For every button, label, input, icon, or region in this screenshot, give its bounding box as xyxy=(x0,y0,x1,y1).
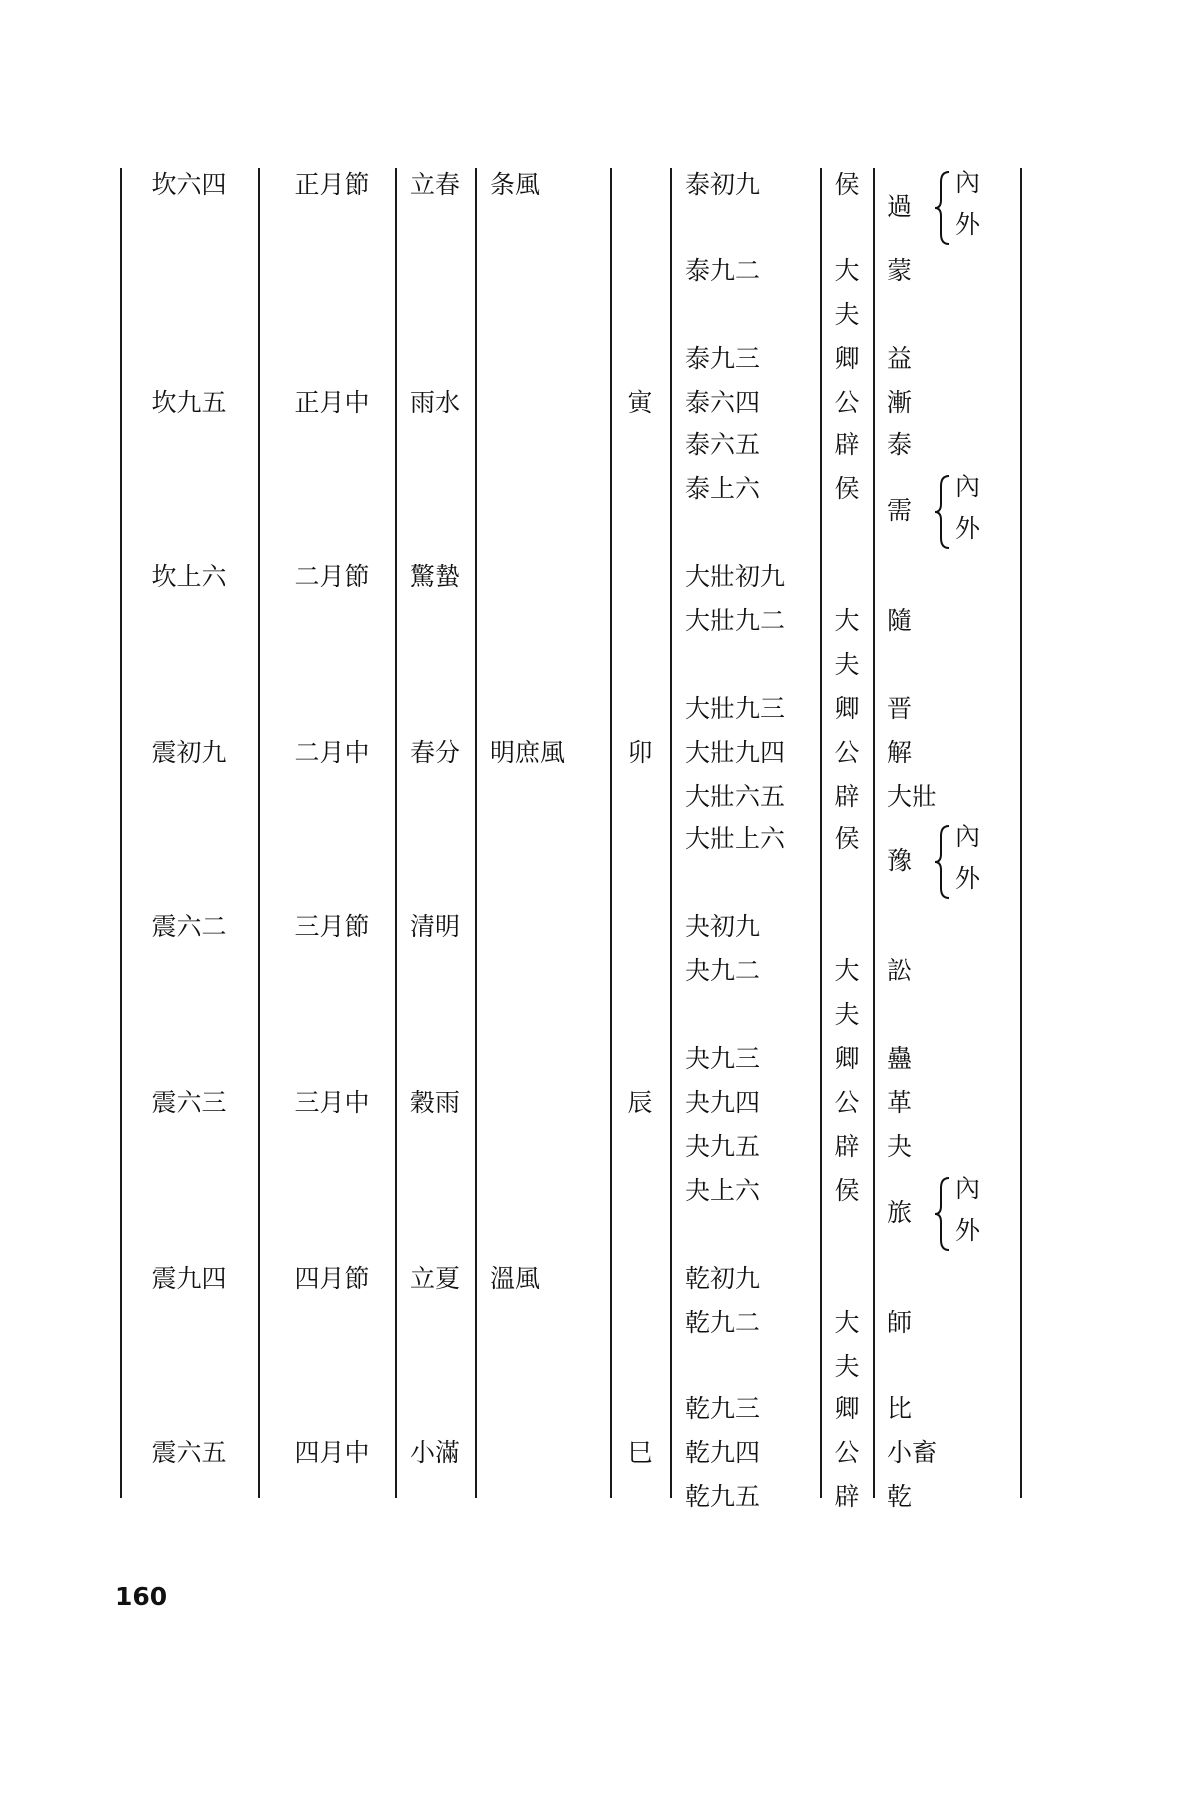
solar-term-cell: 穀雨 xyxy=(409,1088,460,1117)
hexagram-cell: 大壯 xyxy=(887,782,938,811)
inner-outer-brace xyxy=(933,1176,993,1256)
solar-term-cell: 立夏 xyxy=(409,1264,460,1293)
wind-cell: 溫風 xyxy=(490,1264,541,1293)
brace-outer-label: 外 xyxy=(955,1216,981,1245)
hexagram-cell: 泰 xyxy=(887,430,913,459)
line-cell: 乾九三 xyxy=(685,1394,761,1423)
month-cell: 三月節 xyxy=(294,912,370,941)
hexagram-cell: 比 xyxy=(887,1394,913,1423)
hexagram-cell: 訟 xyxy=(887,956,913,985)
line-cell: 大壯九四 xyxy=(685,738,786,767)
column-rule xyxy=(475,168,477,1498)
column-rule xyxy=(670,168,672,1498)
line-cell: 夬九五 xyxy=(685,1132,761,1161)
hexagram-cell: 小畜 xyxy=(887,1438,938,1467)
brace-icon xyxy=(933,474,951,550)
earthly-branch-cell: 辰 xyxy=(627,1088,653,1117)
brace-outer-label: 外 xyxy=(955,210,981,239)
rank-cell: 辟 xyxy=(834,782,860,811)
line-cell: 乾九四 xyxy=(685,1438,761,1467)
earthly-branch-cell: 卯 xyxy=(627,738,653,767)
line-cell: 夬九三 xyxy=(685,1044,761,1073)
month-cell: 二月中 xyxy=(294,738,370,767)
rank-cell: 卿 xyxy=(834,1394,860,1423)
gua-line-cell: 坎六四 xyxy=(151,170,227,199)
brace-icon xyxy=(933,1176,951,1252)
inner-outer-brace xyxy=(933,824,993,904)
hexagram-cell: 益 xyxy=(887,344,913,373)
gua-line-cell: 震六二 xyxy=(151,912,227,941)
rank-cell: 卿 xyxy=(834,694,860,723)
rank-cell: 辟 xyxy=(834,1132,860,1161)
inner-outer-brace xyxy=(933,474,993,554)
hexagram-cell: 漸 xyxy=(887,388,913,417)
rank-cell: 公 xyxy=(834,388,860,417)
brace-inner-label: 內 xyxy=(955,472,981,501)
line-cell: 泰六五 xyxy=(685,430,761,459)
solar-term-cell: 驚蟄 xyxy=(409,562,460,591)
line-cell: 泰初九 xyxy=(685,170,761,199)
rank-cell: 大 xyxy=(834,256,860,285)
page-number: 160 xyxy=(115,1582,168,1611)
line-cell: 泰六四 xyxy=(685,388,761,417)
gua-line-cell: 坎上六 xyxy=(151,562,227,591)
rank-cell: 大 xyxy=(834,956,860,985)
line-cell: 大壯上六 xyxy=(685,824,786,853)
rank-cell: 大 xyxy=(834,1308,860,1337)
hexagram-cell: 旅 xyxy=(887,1198,913,1227)
rank-cell: 夫 xyxy=(834,650,860,679)
line-cell: 夬九二 xyxy=(685,956,761,985)
rank-cell: 夫 xyxy=(834,1000,860,1029)
rank-cell: 辟 xyxy=(834,430,860,459)
month-cell: 三月中 xyxy=(294,1088,370,1117)
rank-cell: 卿 xyxy=(834,1044,860,1073)
wind-cell: 条風 xyxy=(490,170,541,199)
solar-term-cell: 小滿 xyxy=(409,1438,460,1467)
rank-cell: 夫 xyxy=(834,1352,860,1381)
line-cell: 泰上六 xyxy=(685,474,761,503)
line-cell: 夬九四 xyxy=(685,1088,761,1117)
gua-line-cell: 震六五 xyxy=(151,1438,227,1467)
hexagram-cell: 革 xyxy=(887,1088,913,1117)
hexagram-cell: 解 xyxy=(887,738,913,767)
line-cell: 大壯初九 xyxy=(685,562,786,591)
rank-cell: 公 xyxy=(834,1088,860,1117)
month-cell: 正月中 xyxy=(294,388,370,417)
line-cell: 泰九三 xyxy=(685,344,761,373)
rank-cell: 夫 xyxy=(834,300,860,329)
brace-inner-label: 內 xyxy=(955,1174,981,1203)
hexagram-cell: 乾 xyxy=(887,1482,913,1511)
brace-outer-label: 外 xyxy=(955,514,981,543)
hexagram-cell: 師 xyxy=(887,1308,913,1337)
earthly-branch-cell: 寅 xyxy=(627,388,653,417)
inner-outer-brace xyxy=(933,170,993,250)
column-rule xyxy=(820,168,822,1498)
brace-inner-label: 內 xyxy=(955,168,981,197)
line-cell: 乾初九 xyxy=(685,1264,761,1293)
column-rule xyxy=(120,168,122,1498)
line-cell: 乾九五 xyxy=(685,1482,761,1511)
wind-cell: 明庶風 xyxy=(490,738,566,767)
brace-icon xyxy=(933,170,951,246)
hexagram-cell: 蒙 xyxy=(887,256,913,285)
earthly-branch-cell: 巳 xyxy=(627,1438,653,1467)
line-cell: 大壯六五 xyxy=(685,782,786,811)
gua-line-cell: 震初九 xyxy=(151,738,227,767)
rank-cell: 侯 xyxy=(834,824,860,853)
hexagram-cell: 晋 xyxy=(887,694,913,723)
column-rule xyxy=(610,168,612,1498)
rank-cell: 公 xyxy=(834,1438,860,1467)
solar-term-cell: 雨水 xyxy=(409,388,460,417)
column-rule xyxy=(873,168,875,1498)
line-cell: 夬初九 xyxy=(685,912,761,941)
brace-inner-label: 內 xyxy=(955,822,981,851)
gua-line-cell: 震九四 xyxy=(151,1264,227,1293)
solar-term-cell: 清明 xyxy=(409,912,460,941)
brace-icon xyxy=(933,824,951,900)
hexagram-cell: 過 xyxy=(887,192,913,221)
column-rule xyxy=(258,168,260,1498)
rank-cell: 卿 xyxy=(834,344,860,373)
month-cell: 二月節 xyxy=(294,562,370,591)
hexagram-cell: 夬 xyxy=(887,1132,913,1161)
rank-cell: 侯 xyxy=(834,474,860,503)
line-cell: 泰九二 xyxy=(685,256,761,285)
month-cell: 四月中 xyxy=(294,1438,370,1467)
line-cell: 乾九二 xyxy=(685,1308,761,1337)
column-rule xyxy=(395,168,397,1498)
rank-cell: 侯 xyxy=(834,170,860,199)
gua-line-cell: 坎九五 xyxy=(151,388,227,417)
line-cell: 夬上六 xyxy=(685,1176,761,1205)
month-cell: 正月節 xyxy=(294,170,370,199)
column-rule xyxy=(1020,168,1022,1498)
rank-cell: 公 xyxy=(834,738,860,767)
hexagram-cell: 隨 xyxy=(887,606,913,635)
rank-cell: 大 xyxy=(834,606,860,635)
line-cell: 大壯九三 xyxy=(685,694,786,723)
rank-cell: 辟 xyxy=(834,1482,860,1511)
rank-cell: 侯 xyxy=(834,1176,860,1205)
hexagram-cell: 需 xyxy=(887,496,913,525)
brace-outer-label: 外 xyxy=(955,864,981,893)
gua-line-cell: 震六三 xyxy=(151,1088,227,1117)
hexagram-cell: 豫 xyxy=(887,846,913,875)
hexagram-cell: 蠱 xyxy=(887,1044,913,1073)
month-cell: 四月節 xyxy=(294,1264,370,1293)
solar-term-cell: 立春 xyxy=(409,170,460,199)
solar-term-cell: 春分 xyxy=(409,738,460,767)
line-cell: 大壯九二 xyxy=(685,606,786,635)
